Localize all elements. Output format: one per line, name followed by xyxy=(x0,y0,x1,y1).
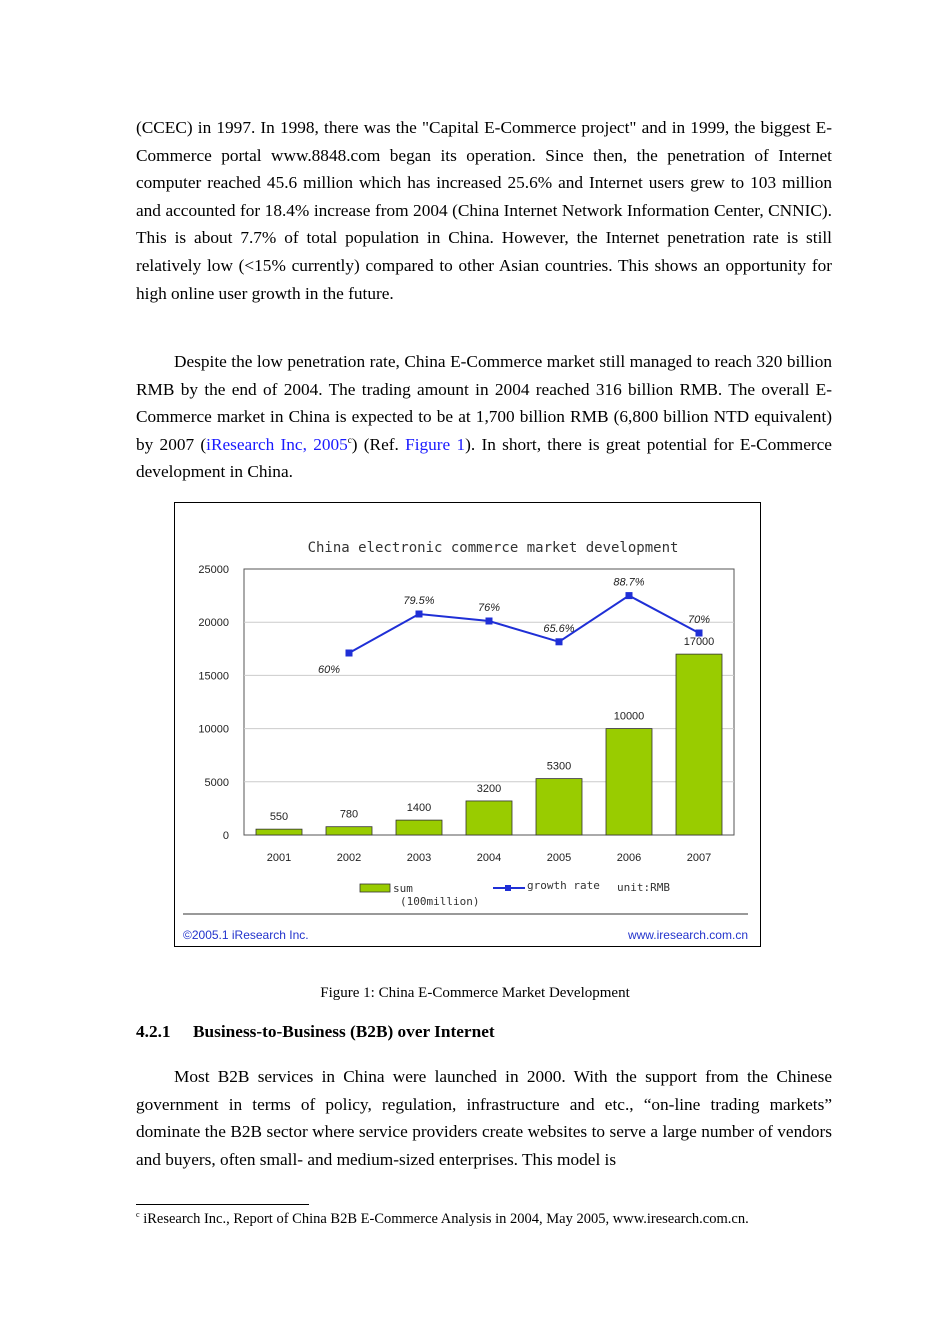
legend-growth-label: growth rate xyxy=(527,879,600,892)
bar xyxy=(466,801,512,835)
legend-unit: unit:RMB xyxy=(617,881,670,894)
section-title: Business-to-Business (B2B) over Internet xyxy=(193,1022,495,1041)
x-axis-ticks xyxy=(267,852,711,864)
bar xyxy=(396,820,442,835)
legend-line-marker xyxy=(505,885,511,891)
paragraph-market-size xyxy=(136,348,832,486)
footnote-marker-label: c xyxy=(136,1210,140,1220)
bar xyxy=(676,654,722,835)
bar-value-label: 10000 xyxy=(613,710,645,723)
figure-chart xyxy=(174,502,761,947)
growth-point xyxy=(416,611,423,618)
paragraph-text-after: ). In short, there is great potential for E-Commerce development in China. xyxy=(136,434,832,482)
legend xyxy=(360,879,670,908)
growth-label: 65.6% xyxy=(543,622,575,635)
y-tick-label: 15000 xyxy=(198,670,229,683)
x-tick-label: 2006 xyxy=(616,852,642,864)
figure-reference-link[interactable]: Figure 1 xyxy=(405,434,466,454)
paragraph-text-mid: ) (Ref. xyxy=(351,434,406,454)
bar xyxy=(256,829,302,835)
y-axis-ticks xyxy=(198,564,229,842)
x-tick-label: 2005 xyxy=(546,852,572,864)
bar-value-label: 780 xyxy=(339,808,359,821)
growth-point xyxy=(626,592,633,599)
footnote-text: iResearch Inc., Report of China B2B E-Commerce Analysis in 2004, May 2005, www.iresearch.com.cn. xyxy=(139,1211,749,1227)
bar-value-label: 17000 xyxy=(683,636,715,649)
y-tick-label: 25000 xyxy=(198,564,229,576)
growth-label: 76% xyxy=(477,602,501,614)
x-tick-label: 2003 xyxy=(406,852,432,864)
paragraph-b2b: Most B2B services in China were launched in 2000. With the support from the Chinese government in terms of policy, regulation, infrastructure and etc., “on-line trading markets” dominate the B2B sector where service providers create websites to serve a large number of vendors and buyers, often small- and medium-sized enterprises. This model is xyxy=(136,1067,832,1169)
x-tick-label: 2004 xyxy=(476,852,502,864)
growth-label: 88.7% xyxy=(613,576,645,589)
growth-point xyxy=(556,638,563,645)
y-tick-label: 20000 xyxy=(198,617,229,630)
citation-link[interactable]: iResearch Inc, 2005 xyxy=(206,434,348,454)
footer-url: www.iresearch.com.cn xyxy=(627,928,748,942)
legend-sum-label: sum xyxy=(393,882,413,895)
footnote-rule xyxy=(136,1204,309,1205)
footer-copyright: ©2005.1 iResearch Inc. xyxy=(183,928,309,942)
y-tick-label: 5000 xyxy=(204,776,229,789)
section-heading xyxy=(136,1022,495,1042)
chart-title: China electronic commerce market development xyxy=(307,540,679,556)
growth-point xyxy=(486,618,493,625)
figure-caption: Figure 1: China E-Commerce Market Development xyxy=(320,985,630,1001)
growth-label: 60% xyxy=(317,664,341,676)
x-tick-label: 2002 xyxy=(336,852,362,864)
x-tick-label: 2007 xyxy=(686,852,712,864)
growth-point xyxy=(346,650,353,657)
bar-value-label: 1400 xyxy=(406,802,432,815)
x-tick-label: 2001 xyxy=(266,852,292,864)
growth-label: 79.5% xyxy=(403,595,435,607)
legend-sum-unit: (100million) xyxy=(400,895,480,908)
y-tick-label: 0 xyxy=(222,830,229,842)
growth-label: 70% xyxy=(687,614,711,626)
paragraph-penetration: (CCEC) in 1997. In 1998, there was the "Capital E-Commerce project" and in 1999, the biggest E-Commerce portal www.8848.com began its operation. Since then, the penetration of Internet computer reached 45.6 million which has increased 25.6% and Internet users grew to 103 million and accounted for 18.4% increase from 2004 (China Internet Network Information Center, CNNIC). This is about 7.7% of total population in China. However, the Internet penetration rate is still relatively low (<15% currently) compared to other Asian countries. This shows an opportunity for high online user growth in the future. xyxy=(136,118,832,303)
legend-bar-swatch xyxy=(360,884,390,892)
growth-point xyxy=(696,630,703,637)
bar xyxy=(606,729,652,835)
section-number: 4.2.1 xyxy=(136,1022,171,1041)
bar xyxy=(536,779,582,835)
bar-value-label: 3200 xyxy=(476,782,502,795)
bar-value-label: 550 xyxy=(269,811,289,824)
footnote-marker[interactable]: c xyxy=(347,435,352,446)
bar-value-label: 5300 xyxy=(546,760,572,773)
bar xyxy=(326,827,372,835)
y-tick-label: 10000 xyxy=(198,723,229,736)
paragraph-text-before: Despite the low penetration rate, China E-Commerce market still managed to reach 320 billion RMB by the end of 2004. The trading amount in 2004 reached 316 billion RMB. The overall E-Commerce market in China is expected to be at 1,700 billion RMB (6,800 billion NTD equivalent) by 2007 ( xyxy=(136,352,832,454)
footnote xyxy=(136,1211,749,1228)
chart-svg xyxy=(175,503,762,948)
